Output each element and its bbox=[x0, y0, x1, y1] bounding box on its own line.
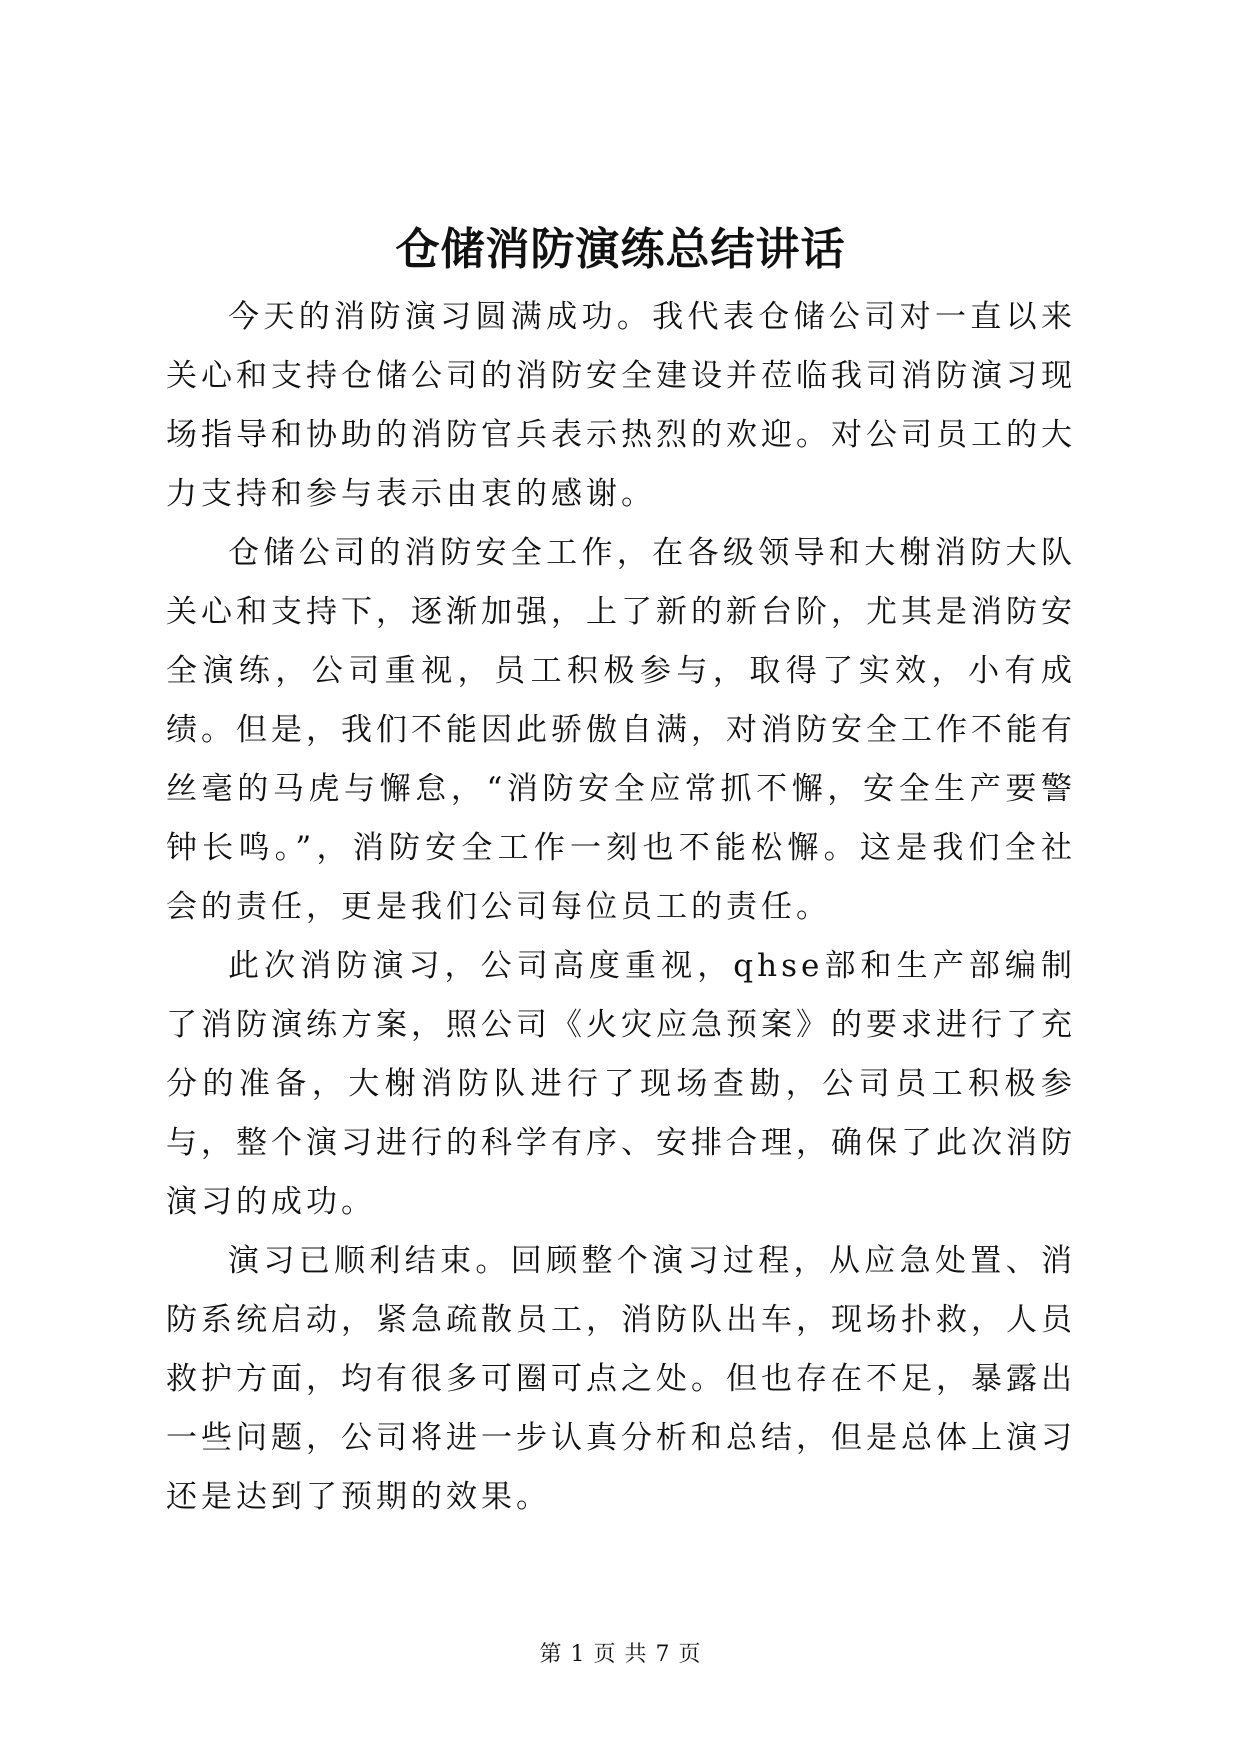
page-number-footer: 第 1 页 共 7 页 bbox=[539, 1642, 702, 1667]
paragraph-1: 今天的消防演习圆满成功。我代表仓储公司对一直以来关心和支持仓储公司的消防安全建设并莅临我司消防演习现场指导和协助的消防官兵表示热烈的欢迎。对公司员工的大力支持和参与表示由衷的感谢。 bbox=[166, 299, 1076, 512]
paragraph-2: 仓储公司的消防安全工作，在各级领导和大榭消防大队关心和支持下，逐渐加强，上了新的新台阶，尤其是消防安全演练，公司重视，员工积极参与，取得了实效，小有成绩。但是，我们不能因此骄傲自满，对消防安全工作不能有丝毫的马虎与懈怠，“消防安全应常抓不懈，安全生产要警钟长鸣。”，消防安全工作一刻也不能松懈。这是我们全社会的责任，更是我们公司每位员工的责任。 bbox=[166, 535, 1076, 925]
document-title: 仓储消防演练总结讲话 bbox=[395, 224, 846, 275]
paragraph-4: 演习已顺利结束。回顾整个演习过程，从应急处置、消防系统启动，紧急疏散员工，消防队出车，现场扑救，人员救护方面，均有很多可圈可点之处。但也存在不足，暴露出一些问题，公司将进一步认真分析和总结，但是总体上演习还是达到了预期的效果。 bbox=[166, 1243, 1076, 1515]
document-body bbox=[166, 288, 1076, 1527]
paragraph-3: 此次消防演习，公司高度重视，qhse部和生产部编制了消防演练方案，照公司《火灾应急预案》的要求进行了充分的准备，大榭消防队进行了现场查勘，公司员工积极参与，整个演习进行的科学有序、安排合理，确保了此次消防演习的成功。 bbox=[166, 948, 1076, 1220]
